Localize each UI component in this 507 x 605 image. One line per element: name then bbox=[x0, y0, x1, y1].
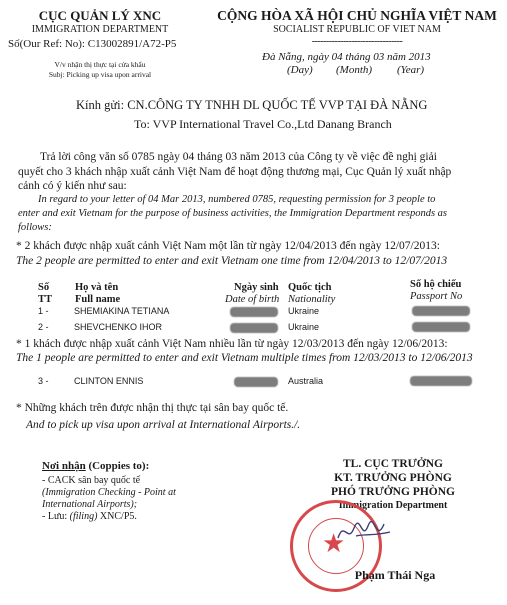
row-1-nationality: Ukraine bbox=[288, 306, 320, 316]
row-2-name: SHEVCHENKO IHOR bbox=[74, 322, 163, 332]
recipient-1-en-line-2: International Airports); bbox=[42, 499, 138, 510]
recipients-title-en: (Coppies to): bbox=[85, 460, 150, 472]
row-2-passport-redacted bbox=[412, 322, 470, 332]
row-3-nationality: Australia bbox=[288, 376, 324, 386]
recipients-title-vi: Nơi nhận bbox=[42, 460, 86, 472]
col-nat-vi: Quốc tịch bbox=[288, 282, 332, 293]
col-dob-en: Date of birth bbox=[225, 294, 280, 305]
subject-vi: V/v nhận thị thực tại cửa khẩu bbox=[54, 60, 146, 69]
signature-scribble bbox=[334, 514, 394, 550]
col-name-vi: Họ và tên bbox=[75, 282, 119, 293]
country-name: CỘNG HÒA XÃ HỘI CHỦ NGHĨA VIỆT NAM bbox=[217, 8, 497, 23]
seal-star-icon: ★ bbox=[322, 529, 346, 558]
addressee-en: To: VVP International Travel Co.,Ltd Danang Branch bbox=[134, 117, 392, 131]
row-3-name: CLINTON ENNIS bbox=[74, 376, 144, 386]
row-2-no: 2 - bbox=[38, 322, 49, 332]
col-passport-en: Passport No bbox=[410, 291, 463, 302]
header-rule: -------------------------------- bbox=[311, 36, 403, 47]
body-vi-line-1: Trả lời công văn số 0785 ngày 04 tháng 03 năm 2013 của Công ty về việc đề nghị giải bbox=[40, 151, 437, 163]
recipient-2 bbox=[42, 511, 137, 522]
signer-name: Phạm Thái Nga bbox=[354, 568, 436, 582]
body-en-line-1: In regard to your letter of 04 Mar 2013, numbered 0785, requesting permission for 3 people to bbox=[38, 194, 436, 205]
col-name-en: Full name bbox=[75, 294, 121, 305]
row-1-passport-redacted bbox=[412, 306, 470, 316]
body-vi-line-3: cảnh có ý kiến như sau: bbox=[18, 180, 127, 192]
row-3-dob-redacted bbox=[234, 377, 278, 387]
recipient-2-suffix: XNC/P5. bbox=[97, 511, 137, 522]
col-nat-en: Nationality bbox=[288, 294, 336, 305]
section-1-en: The 2 people are permitted to enter and exit Vietnam one time from 12/04/2013 to 12/07/2013 bbox=[16, 255, 448, 267]
recipient-2-prefix: - Lưu: bbox=[42, 511, 70, 522]
recipient-2-en: (filing) bbox=[69, 511, 98, 522]
body-en-line-3: follows: bbox=[18, 222, 52, 233]
signature-line-1: TL. CỤC TRƯỞNG bbox=[343, 458, 443, 470]
issue-date: Đà Nẵng, ngày 04 tháng 03 năm 2013 bbox=[262, 51, 431, 63]
signature-line-3: PHÓ TRƯỞNG PHÒNG bbox=[331, 486, 455, 498]
col-passport-vi: Số hộ chiếu bbox=[410, 279, 462, 290]
row-3-no: 3 - bbox=[38, 376, 49, 386]
agency-name: CỤC QUẢN LÝ XNC bbox=[38, 8, 162, 23]
row-1-name: SHEMIAKINA TETIANA bbox=[74, 306, 170, 316]
row-1-dob-redacted bbox=[230, 307, 278, 317]
row-2-dob-redacted bbox=[230, 323, 278, 333]
recipient-1-en-line-1: (Immigration Checking - Point at bbox=[42, 487, 176, 498]
closing-en: And to pick up visa upon arrival at International Airports./. bbox=[26, 419, 301, 431]
subject-en: Subj: Picking up visa upon arrival bbox=[48, 70, 152, 79]
col-no-vi: Số bbox=[38, 282, 50, 293]
country-name-en: SOCIALIST REPUBLIC OF VIET NAM bbox=[273, 24, 441, 35]
row-3-passport-redacted bbox=[410, 376, 472, 386]
recipient-1: - CACK sân bay quốc tế bbox=[42, 475, 141, 486]
body-en-line-2: enter and exit Vietnam for the purpose of business activities, the Immigration Department responds as bbox=[18, 208, 447, 219]
section-2-vi: * 1 khách được nhập xuất cảnh Việt Nam nhiều lần từ ngày 12/03/2013 đến ngày 12/06/2013: bbox=[16, 338, 448, 350]
reference-number: Số(Our Ref: No): C13002891/A72-P5 bbox=[8, 38, 177, 50]
year-label: (Year) bbox=[397, 64, 425, 76]
section-1-vi: * 2 khách được nhập xuất cảnh Việt Nam một lần từ ngày 12/04/2013 đến ngày 12/07/2013: bbox=[16, 240, 440, 252]
recipients-title bbox=[42, 460, 149, 472]
body-vi-line-2: quyết cho 3 khách nhập xuất cảnh Việt Nam để hoạt động thương mại, Cục Quản lý xuất nhập bbox=[18, 166, 452, 178]
col-dob-vi: Ngày sinh bbox=[234, 282, 279, 293]
signature-line-2: KT. TRƯỞNG PHÒNG bbox=[334, 472, 452, 484]
day-label: (Day) bbox=[287, 64, 313, 76]
col-no-en: TT bbox=[38, 294, 53, 305]
signature-department: Immigration Department bbox=[338, 500, 448, 511]
row-2-nationality: Ukraine bbox=[288, 322, 320, 332]
row-1-no: 1 - bbox=[38, 306, 49, 316]
closing-vi: * Những khách trên được nhận thị thực tại sân bay quốc tế. bbox=[16, 402, 289, 414]
agency-name-en: IMMIGRATION DEPARTMENT bbox=[31, 24, 169, 35]
month-label: (Month) bbox=[336, 64, 373, 76]
section-2-en: The 1 people are permitted to enter and exit Vietnam multiple times from 12/03/2013 to 12/06/2013 bbox=[16, 352, 473, 364]
addressee-vi: Kính gửi: CN.CÔNG TY TNHH DL QUỐC TẾ VVP TẠI ĐÀ NẴNG bbox=[76, 98, 428, 112]
